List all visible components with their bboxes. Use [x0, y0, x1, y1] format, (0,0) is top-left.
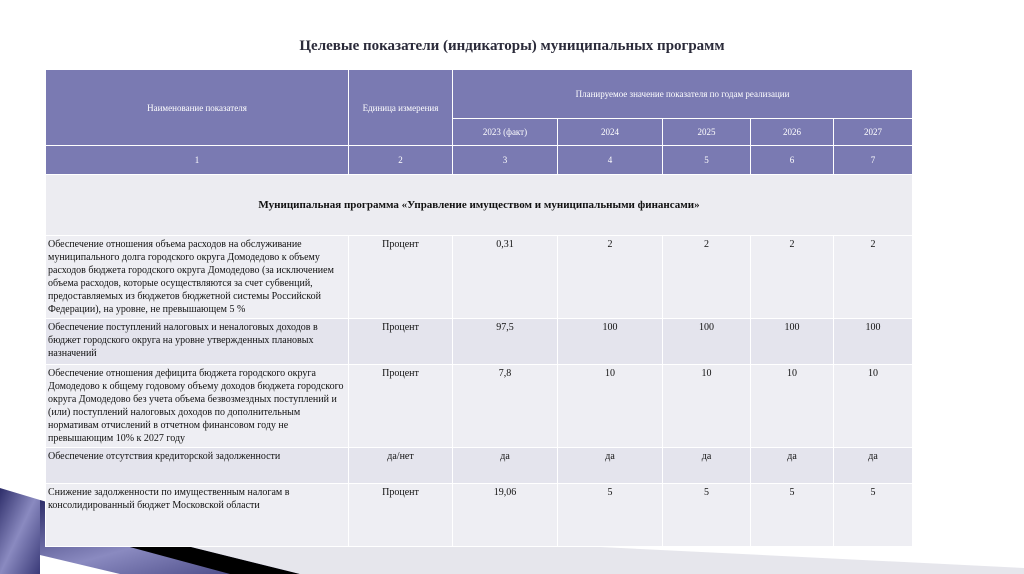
indicator-value: да — [751, 448, 834, 484]
indicator-value: 10 — [558, 365, 663, 448]
indicator-unit: да/нет — [349, 448, 453, 484]
header-planned: Планируемое значение показателя по годам реализации — [453, 70, 913, 119]
table-row — [46, 319, 913, 365]
table-row — [46, 484, 913, 547]
indicator-value: 100 — [558, 319, 663, 365]
header-name: Наименование показателя — [46, 70, 349, 146]
indicator-unit: Процент — [349, 236, 453, 319]
column-number: 1 — [46, 146, 349, 175]
indicator-unit: Процент — [349, 365, 453, 448]
indicator-value: да — [834, 448, 913, 484]
header-year: 2025 — [663, 119, 751, 146]
indicator-name: Обеспечение поступлений налоговых и неналоговых доходов в бюджет городского округа на уровне утвержденных плановых назначений — [46, 319, 349, 365]
indicator-name: Обеспечение отсутствия кредиторской задолженности — [46, 448, 349, 484]
indicator-value: да — [453, 448, 558, 484]
indicator-value: 10 — [663, 365, 751, 448]
indicator-value: 100 — [663, 319, 751, 365]
indicator-value: 5 — [663, 484, 751, 547]
column-number: 5 — [663, 146, 751, 175]
indicator-value: 100 — [834, 319, 913, 365]
indicator-value: 2 — [558, 236, 663, 319]
indicator-name: Снижение задолженности по имущественным налогам в консолидированный бюджет Московской области — [46, 484, 349, 547]
indicator-value: 2 — [751, 236, 834, 319]
column-number: 3 — [453, 146, 558, 175]
indicator-value: 5 — [834, 484, 913, 547]
indicator-value: 5 — [558, 484, 663, 547]
table-row — [46, 236, 913, 319]
indicator-name: Обеспечение отношения дефицита бюджета городского округа Домодедово к общему годовому объему доходов бюджета городского округа Домодедово без учета объема безвозмездных поступлений и (или) поступлений налоговых доходов по дополнительным нормативам отчислений в отчетном финансовом году не превышающим 10% к 2027 году — [46, 365, 349, 448]
indicator-name: Обеспечение отношения объема расходов на обслуживание муниципального долга городского округа Домодедово к объему расходов бюджета городского округа Домодедово (за исключением объема расходов, которые осуществляются за счет субвенций, предоставляемых из бюджетов бюджетной системы Российской Федерации), на уровне, не превышающем 5 % — [46, 236, 349, 319]
indicator-value: 0,31 — [453, 236, 558, 319]
indicator-value: 100 — [751, 319, 834, 365]
page-title: Целевые показатели (индикаторы) муниципальных программ — [299, 38, 725, 54]
column-number: 7 — [834, 146, 913, 175]
table-row — [46, 448, 913, 484]
header-year: 2023 (факт) — [453, 119, 558, 146]
column-number: 2 — [349, 146, 453, 175]
indicator-value: 10 — [834, 365, 913, 448]
column-number: 6 — [751, 146, 834, 175]
header-year: 2024 — [558, 119, 663, 146]
header-unit: Единица измерения — [349, 70, 453, 146]
indicator-value: 19,06 — [453, 484, 558, 547]
indicator-value: да — [663, 448, 751, 484]
indicator-value: 97,5 — [453, 319, 558, 365]
indicator-value: 2 — [834, 236, 913, 319]
program-title: Муниципальная программа «Управление имуществом и муниципальными финансами» — [46, 175, 913, 236]
table-row — [46, 365, 913, 448]
header-year: 2026 — [751, 119, 834, 146]
indicator-value: 2 — [663, 236, 751, 319]
indicator-unit: Процент — [349, 484, 453, 547]
indicator-value: 7,8 — [453, 365, 558, 448]
indicator-value: 5 — [751, 484, 834, 547]
column-number: 4 — [558, 146, 663, 175]
indicator-value: да — [558, 448, 663, 484]
indicator-value: 10 — [751, 365, 834, 448]
indicator-unit: Процент — [349, 319, 453, 365]
indicators-table — [45, 69, 913, 547]
header-year: 2027 — [834, 119, 913, 146]
